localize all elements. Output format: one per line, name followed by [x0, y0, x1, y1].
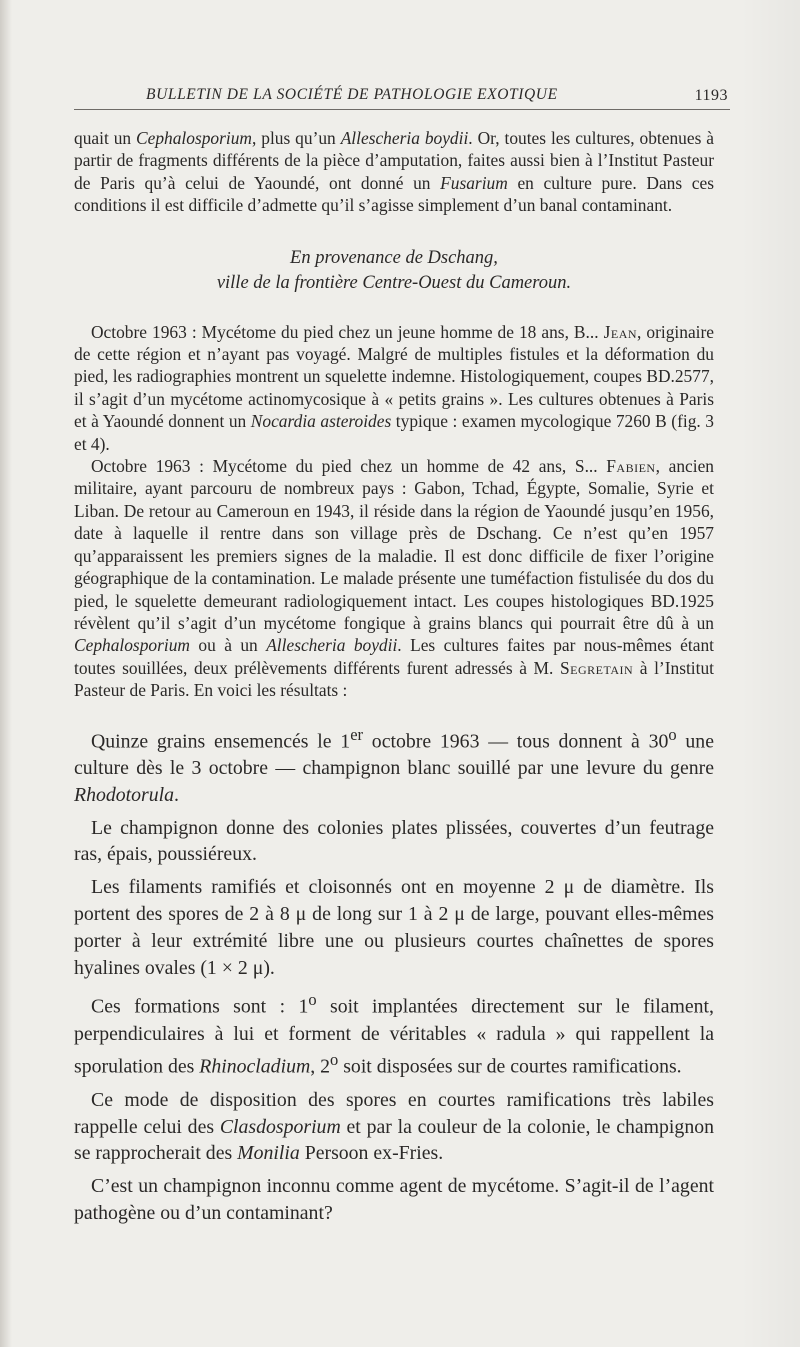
intro-paragraph: quait un Cephalosporium, plus qu’un Allescheria boydii. Or, toutes les cultures, obtenues à partir de fragments différents de la pièce d’amputation, faites aussi bien à l’Institut Pasteur de Paris qu’à celui de Yaoundé, ont donné un Fusarium en culture pure. Dans ces conditions il est difficile d’admette qu’il s’agisse simplement d’un banal contaminant. — [74, 128, 715, 216]
section-heading — [74, 246, 714, 296]
result-paragraph-2: Le champignon donne des colonies plates plissées, couvertes d’un feutrage ras, épais, poussiéreux. — [74, 816, 714, 866]
page-number: 1193 — [694, 87, 728, 104]
journal-title: BULLETIN DE LA SOCIÉTÉ DE PATHOLOGIE EXOTIQUE — [146, 86, 558, 103]
result-paragraph-5: Ce mode de disposition des spores en courtes ramifications très labiles rappelle celui des Clasdosporium et par la couleur de la colonie, le champignon se rapprocherait des Monilia Persoon ex-Fries. — [74, 1088, 714, 1165]
result-paragraph-1: Quinze grains ensemencés le 1er octobre 1963 — tous donnent à 30$^o$ une culture dès le 3 octobre — champignon blanc souillé par une levure du genre Rhodotorula. — [74, 724, 714, 806]
running-header — [74, 85, 730, 110]
section-heading-line-1: En provenance de Dschang, — [290, 247, 498, 268]
page-edge-shading — [740, 0, 800, 1347]
page-gutter-shadow — [0, 0, 12, 1347]
section-heading-line-2: ville de la frontière Centre-Ouest du Cameroun. — [216, 272, 572, 293]
result-paragraph-6: C’est un champignon inconnu comme agent de mycétome. S’agit-il de l’agent pathogène ou d’un contaminant? — [74, 1175, 714, 1225]
result-paragraph-3: Les filaments ramifiés et cloisonnés ont en moyenne 2 μ de diamètre. Ils portent des spores de 2 à 8 μ de long sur 1 à 2 μ de large, pouvant elles-mêmes porter à leur extrémité libre une ou plusieurs courtes chaînettes de spores hyalines ovales (1 × 2 μ). — [74, 876, 714, 979]
case-paragraph-2: Octobre 1963 : Mycétome du pied chez un homme de 42 ans, S... Fabien, ancien militaire, ayant parcouru de nombreux pays : Gabon, Tchad, Égypte, Somalie, Syrie et Liban. De retour au Cameroun en 1943, il réside dans la région de Yaoundé jusqu’en 1956, date à laquelle il rentre dans son village près de Dschang. Ce n’est qu’en 1957 qu’apparaissent les premiers signes de la maladie. Il est donc difficile de fixer l’origine géographique de la contamination. Le malade présente une tuméfaction fistulisée du dos du pied, le squelette demeurant radiologiquement intact. Les coupes histologiques BD.1925 révèlent qu’il s’agit d’un mycétome fongique à grains blancs qui pourrait être dû à un Cephalosporium ou à un Allescheria boydii. Les cultures faites par nous-mêmes étant toutes souillées, deux prélèvements différents furent adressés à M. Segretain à l’Institut Pasteur de Paris. En voici les résultats : — [74, 456, 714, 701]
case-paragraph-1: Octobre 1963 : Mycétome du pied chez un jeune homme de 18 ans, B... Jean, originaire de cette région et n’ayant pas voyagé. Malgré de multiples fistules et la déformation du pied, les radiographies montrent un squelette indemne. Histologiquement, coupes BD.2577, il s’agit d’un mycétome actinomycosique à « petits grains ». Les cultures obtenues à Paris et à Yaoundé donnent un Nocardia asteroides typique : examen mycologique 7260 B (fig. 3 et 4). — [74, 321, 715, 454]
body-text — [74, 127, 714, 1227]
result-paragraph-4: Ces formations sont : 1$^o$ soit implantées directement sur le filament, perpendiculaires à lui et forment de véritables « radula » qui rappellent la sporulation des Rhinocladium, 2$^o$ soit disposées sur de courtes ramifications. — [74, 990, 714, 1079]
